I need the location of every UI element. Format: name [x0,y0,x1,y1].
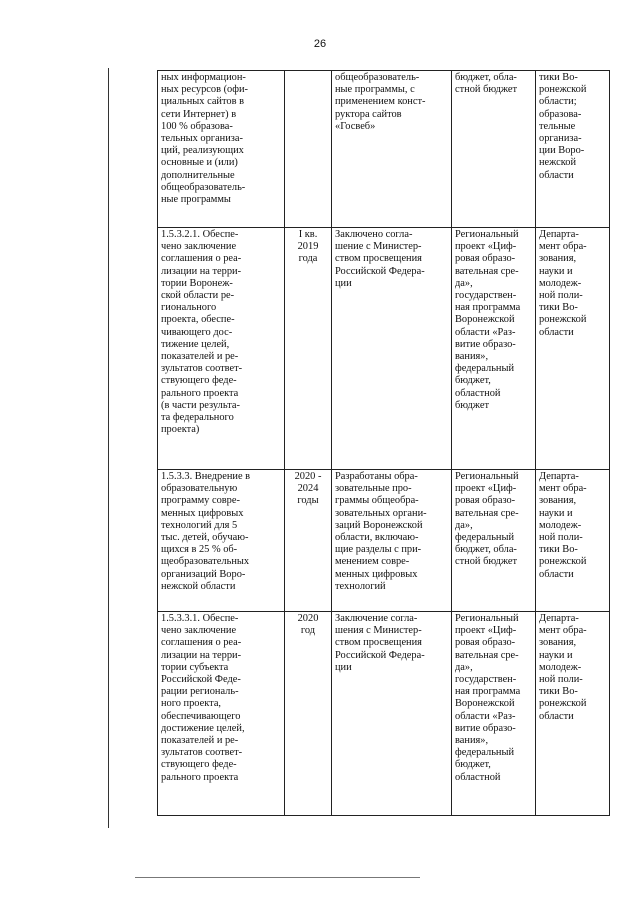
period-cell [285,71,332,228]
result-cell [332,612,452,816]
source-text: бюджет, обла- стной бюджет [455,72,518,96]
source-cell [452,612,536,816]
table-row [158,228,610,470]
executor-text: тики Во- ронежской области; образова- тельные организа- ции Воро- нежской области [539,72,587,181]
binding-margin-line [108,68,109,828]
result-text: общеобразователь- ные программы, с применением конст- руктора сайтов «Госвеб» [335,72,426,132]
source-cell [452,470,536,612]
measure-cell [158,228,285,470]
period-cell [285,470,332,612]
table-row [158,612,610,816]
executor-text: Департа- мент обра- зования, науки и молодеж- ной поли- тики Во- ронежской области [539,229,587,338]
source-cell [452,71,536,228]
table-row [158,470,610,612]
executor-cell [536,228,610,470]
result-text: Заключено согла- шение с Министер- ством просвещения Российской Федера- ции [335,229,425,289]
result-text: Заключение согла- шения с Министер- ством просвещения Российской Федера- ции [335,613,425,673]
measure-cell [158,71,285,228]
table-row [158,71,610,228]
source-text: Региональный проект «Циф- ровая образо- вательная сре- да», государствен- ная программа Воронежской области «Раз- витие образо- вания», федеральный бюджет, областной бюджет [455,229,521,411]
result-cell [332,228,452,470]
period-text: I кв. 2019 года [297,229,319,265]
period-text: 2020 - 2024 годы [294,471,322,507]
measure-cell [158,612,285,816]
executor-text: Департа- мент обра- зования, науки и молодеж- ной поли- тики Во- ронежской области [539,471,587,580]
measure-text: ных информацион- ных ресурсов (офи- циальных сайтов в сети Интернет) в 100 % образова- тельных организа- ций, реализующих основные и (или) дополнительные общеобразователь- ные программы [161,72,248,206]
result-cell [332,71,452,228]
source-text: Региональный проект «Циф- ровая образо- вательная сре- да», федеральный бюджет, обла- стной бюджет [455,471,519,568]
period-cell [285,612,332,816]
footer-rule [135,877,420,878]
executor-cell [536,470,610,612]
result-cell [332,470,452,612]
period-text: 2020 год [297,613,319,637]
measures-table [157,70,610,816]
result-text: Разработаны обра- зовательные про- граммы общеобра- зовательных органи- заций Воронежской области, включаю- щие разделы с при- менением совре- менных цифровых технологий [335,471,427,592]
source-cell [452,228,536,470]
executor-cell [536,612,610,816]
measure-text: 1.5.3.2.1. Обеспе- чено заключение соглашения о реа- лизации на терри- тории Воронеж- ской области ре- гионального проекта, обеспе- чивающего дос- тижение целей, показателей и ре- зультатов соответ- ствующего феде- рального проекта (в части результа- та федерального проекта) [161,229,243,436]
measure-cell [158,470,285,612]
executor-text: Департа- мент обра- зования, науки и молодеж- ной поли- тики Во- ронежской области [539,613,587,722]
executor-cell [536,71,610,228]
source-text: Региональный проект «Циф- ровая образо- вательная сре- да», государствен- ная программа Воронежской области «Раз- витие образо- вания», федеральный бюджет, областной [455,613,521,783]
page-number: 26 [313,38,327,50]
measure-text: 1.5.3.3.1. Обеспе- чено заключение соглашения о реа- лизации на терри- тории субъекта Российской Феде- рации региональ- ного проекта, обеспечивающего достижение целей, показателей и ре- зультатов соответ- ствующего феде- рального проекта [161,613,245,783]
period-cell [285,228,332,470]
measure-text: 1.5.3.3. Внедрение в образовательную программу совре- менных цифровых технологий для 5 тыс. детей, обучаю- щихся в 25 % об- щеобразовательных организаций Воро- нежской области [161,471,251,592]
